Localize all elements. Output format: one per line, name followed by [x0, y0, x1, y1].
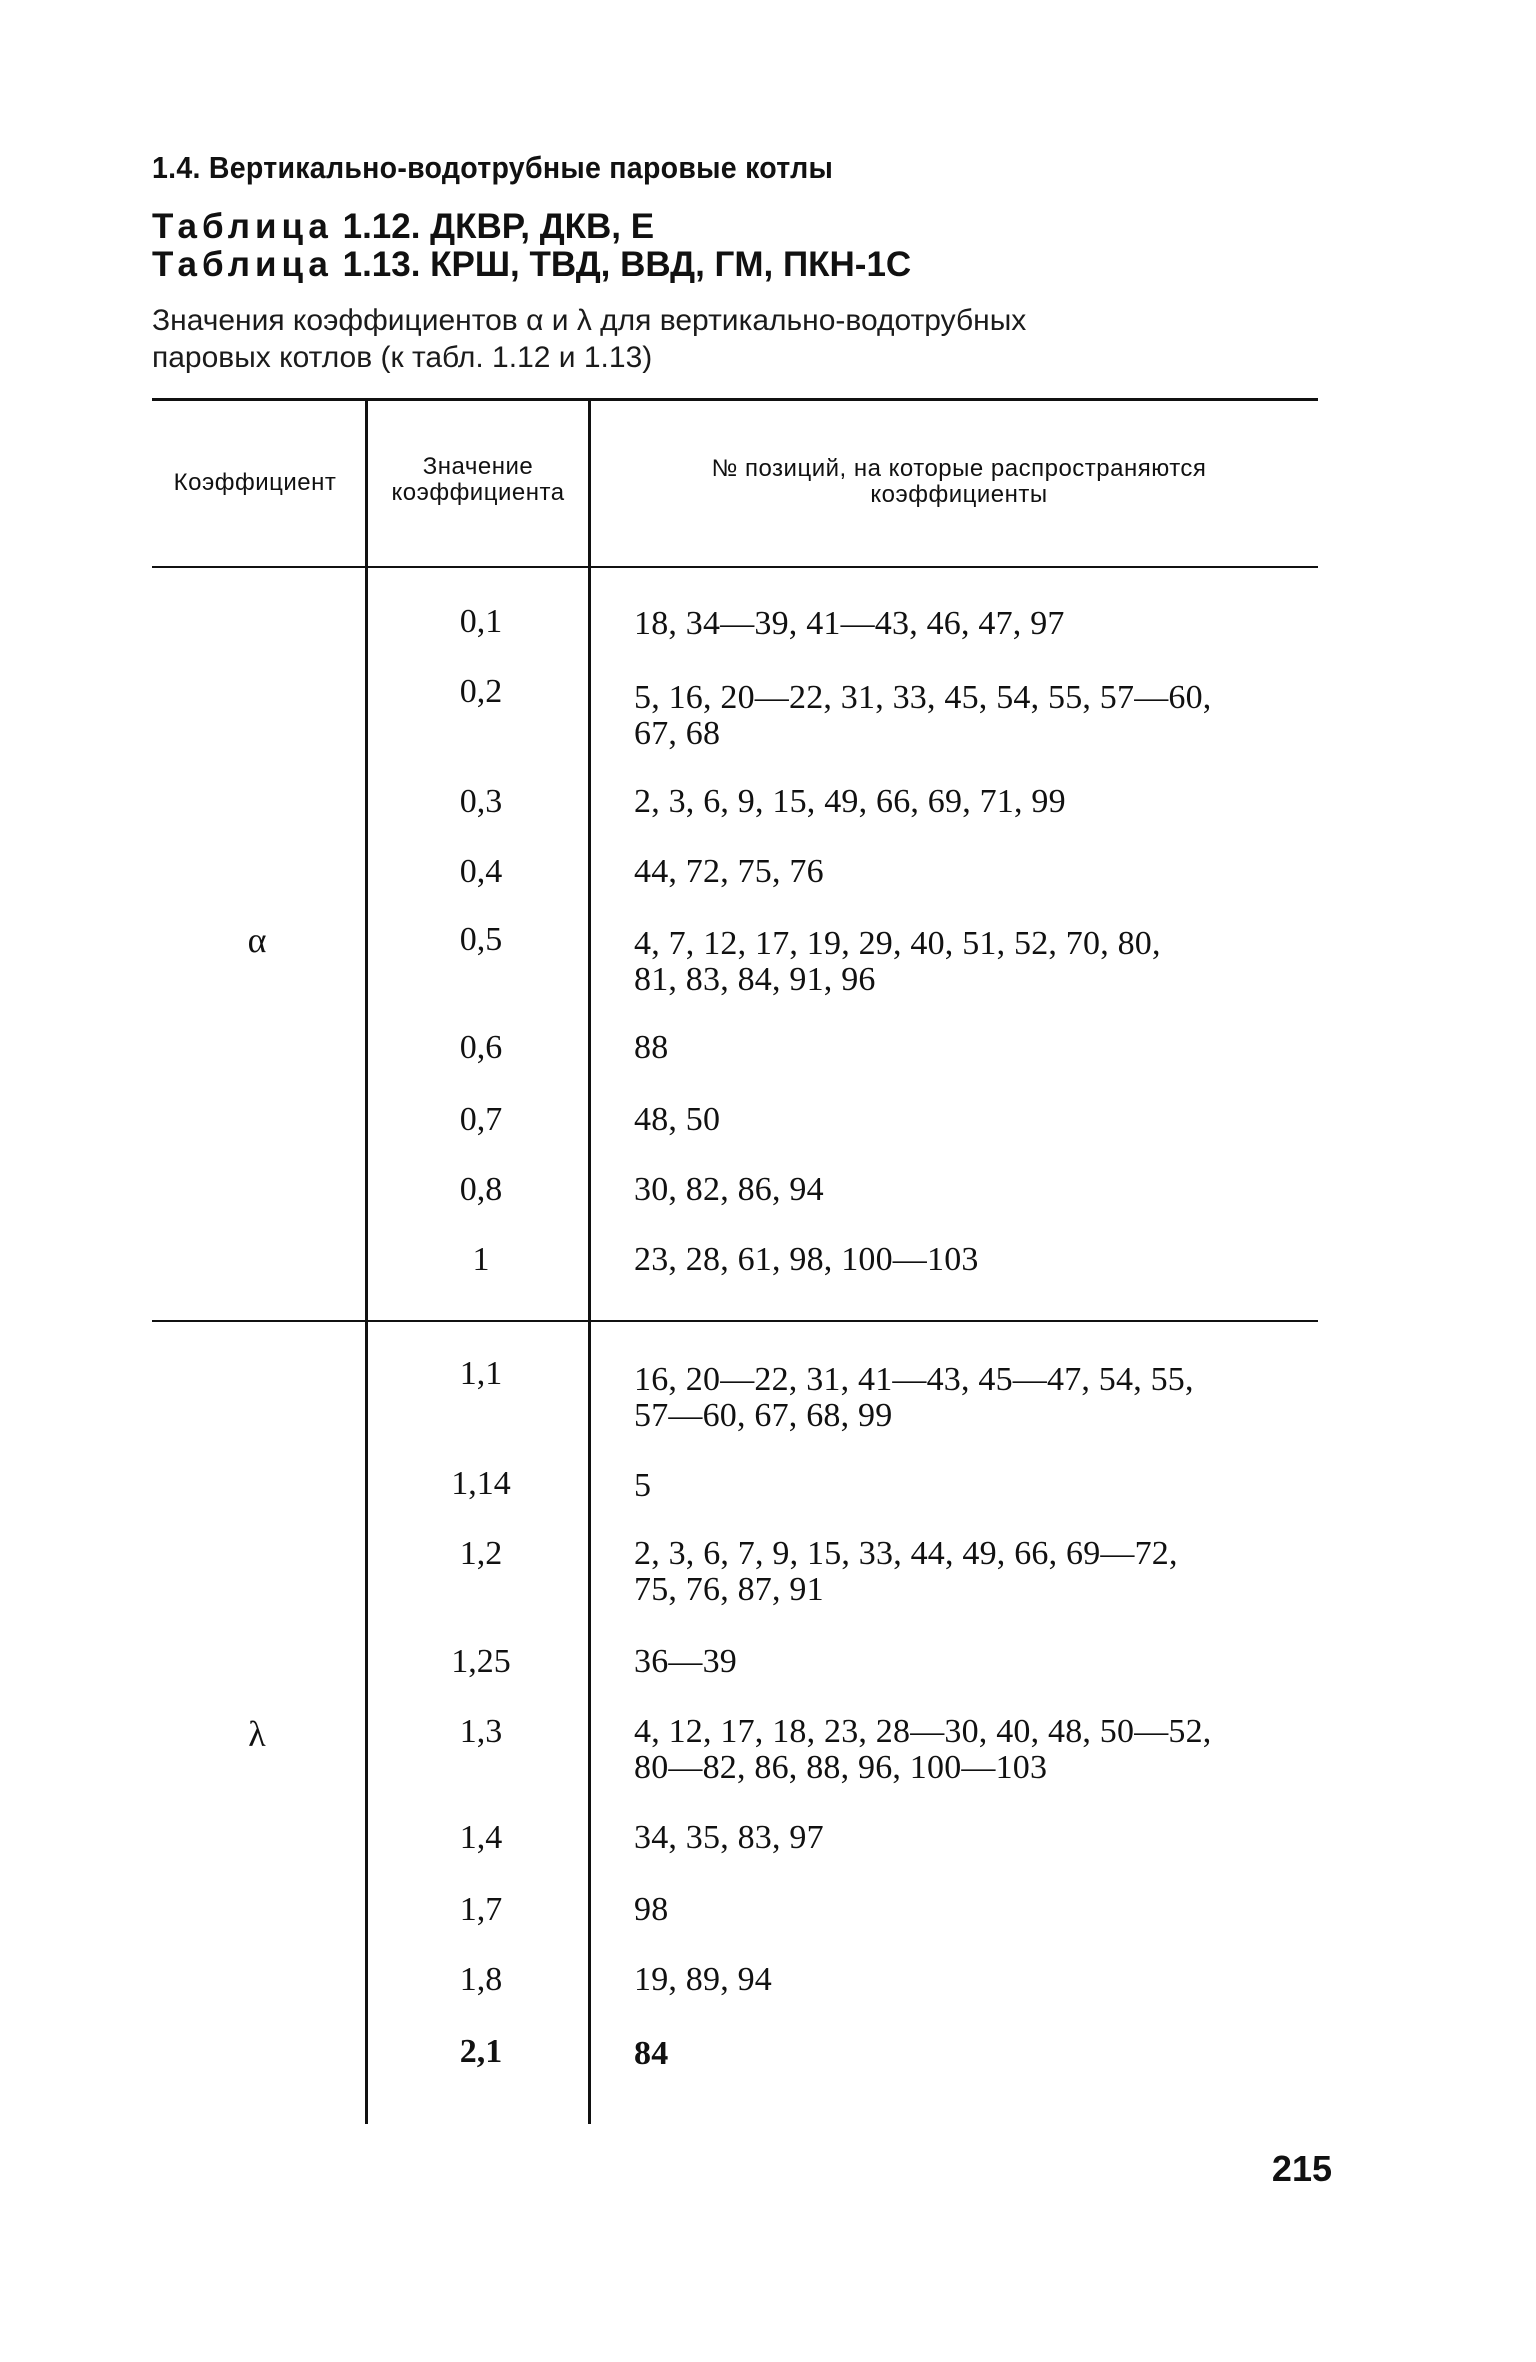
coefficient-value: 1,7	[459, 1891, 503, 1928]
group-divider-rule	[152, 1320, 1318, 1322]
positions-line: 5, 16, 20—22, 31, 33, 45, 54, 55, 57—60,	[634, 679, 1212, 716]
coefficient-value: 0,7	[459, 1101, 503, 1138]
positions-line: 23, 28, 61, 98, 100—103	[634, 1241, 979, 1278]
positions-line: 2, 3, 6, 9, 15, 49, 66, 69, 71, 99	[634, 783, 1066, 820]
page-number: 215	[1271, 2148, 1332, 2189]
column-header-coefficient-text: Коэффициент	[173, 469, 337, 496]
coefficient-value: 1,2	[459, 1535, 503, 1572]
coefficient-value: 1,8	[459, 1961, 503, 1998]
coefficient-value: 1	[472, 1241, 490, 1278]
column-header-positions-line-1: № позиций, на которые распространяются	[711, 455, 1207, 482]
positions-cell	[634, 854, 1334, 890]
positions-cell	[634, 2036, 1334, 2072]
coefficient-value: 0,3	[459, 783, 503, 820]
positions-line: 48, 50	[634, 1101, 721, 1138]
table-word: Таблица	[152, 207, 333, 246]
positions-cell	[634, 1030, 1334, 1066]
coefficient-value: 2,1	[459, 2033, 503, 2070]
column-header-positions-line-2: коэффициенты	[870, 481, 1048, 508]
table-title-1-13	[152, 246, 911, 284]
header-bottom-rule	[152, 566, 1318, 568]
positions-line: 4, 7, 12, 17, 19, 29, 40, 51, 52, 70, 80,	[634, 925, 1161, 962]
positions-line: 18, 34—39, 41—43, 46, 47, 97	[634, 605, 1065, 642]
coefficient-value: 1,25	[451, 1643, 511, 1680]
column-header-value-line-1: Значение	[422, 453, 534, 480]
positions-cell	[634, 1362, 1334, 1434]
positions-line: 30, 82, 86, 94	[634, 1171, 824, 1208]
section-title: 1.4. Вертикально-водотрубные паровые котлы	[152, 150, 834, 185]
positions-line: 19, 89, 94	[634, 1961, 772, 1998]
positions-line: 84	[634, 2035, 669, 2072]
positions-line: 34, 35, 83, 97	[634, 1819, 824, 1856]
coefficient-value: 0,6	[459, 1029, 503, 1066]
positions-cell	[634, 1172, 1334, 1208]
table-title-1-12	[152, 208, 654, 246]
coefficient-alpha-symbol: α	[247, 920, 267, 960]
positions-line: 81, 83, 84, 91, 96	[634, 961, 876, 998]
positions-cell	[634, 1242, 1334, 1278]
coefficient-lambda-symbol: λ	[248, 1714, 266, 1754]
positions-cell	[634, 1102, 1334, 1138]
positions-cell	[634, 926, 1334, 998]
coefficient-value: 0,8	[459, 1171, 503, 1208]
column-header-coefficient	[146, 470, 364, 496]
positions-cell	[634, 1892, 1334, 1928]
positions-cell	[634, 1820, 1334, 1856]
table-title-text: 1.13. КРШ, ТВД, ВВД, ГМ, ПКН-1С	[332, 245, 912, 284]
positions-line: 67, 68	[634, 715, 721, 752]
positions-line: 57—60, 67, 68, 99	[634, 1397, 893, 1434]
positions-line: 44, 72, 75, 76	[634, 853, 824, 890]
coefficient-value: 1,3	[459, 1713, 503, 1750]
coefficient-value: 1,1	[459, 1355, 503, 1392]
positions-line: 36—39	[634, 1643, 737, 1680]
positions-cell	[634, 784, 1334, 820]
positions-cell	[634, 1714, 1334, 1786]
positions-cell	[634, 680, 1334, 752]
caption-line-2: паровых котлов (к табл. 1.12 и 1.13)	[152, 341, 653, 374]
caption-line-1: Значения коэффициентов α и λ для вертикально-водотрубных	[152, 304, 1027, 337]
positions-cell	[634, 1962, 1334, 1998]
column-header-value-line-2: коэффициента	[391, 479, 565, 506]
positions-cell	[634, 1644, 1334, 1680]
positions-line: 4, 12, 17, 18, 23, 28—30, 40, 48, 50—52,	[634, 1713, 1212, 1750]
column-header-positions	[594, 456, 1324, 508]
positions-cell	[634, 1536, 1334, 1608]
positions-line: 75, 76, 87, 91	[634, 1571, 824, 1608]
positions-line: 80—82, 86, 88, 96, 100—103	[634, 1749, 1048, 1786]
table-caption	[152, 302, 1332, 376]
positions-cell	[634, 606, 1334, 642]
positions-line: 16, 20—22, 31, 41—43, 45—47, 54, 55,	[634, 1361, 1194, 1398]
coefficient-value: 0,2	[459, 673, 503, 710]
positions-line: 88	[634, 1029, 669, 1066]
positions-line: 2, 3, 6, 7, 9, 15, 33, 44, 49, 66, 69—72,	[634, 1535, 1178, 1572]
positions-cell	[634, 1468, 1334, 1504]
coefficient-value: 0,5	[459, 921, 503, 958]
coefficient-value: 0,1	[459, 603, 503, 640]
table-title-text: 1.12. ДКВР, ДКВ, Е	[332, 207, 655, 246]
table-top-rule	[152, 398, 1318, 401]
positions-line: 5	[634, 1467, 652, 1504]
table-word: Таблица	[152, 245, 333, 284]
coefficient-value: 1,4	[459, 1819, 503, 1856]
coefficient-value: 1,14	[451, 1465, 511, 1502]
positions-line: 98	[634, 1891, 669, 1928]
column-header-value	[368, 454, 588, 506]
coefficient-value: 0,4	[459, 853, 503, 890]
